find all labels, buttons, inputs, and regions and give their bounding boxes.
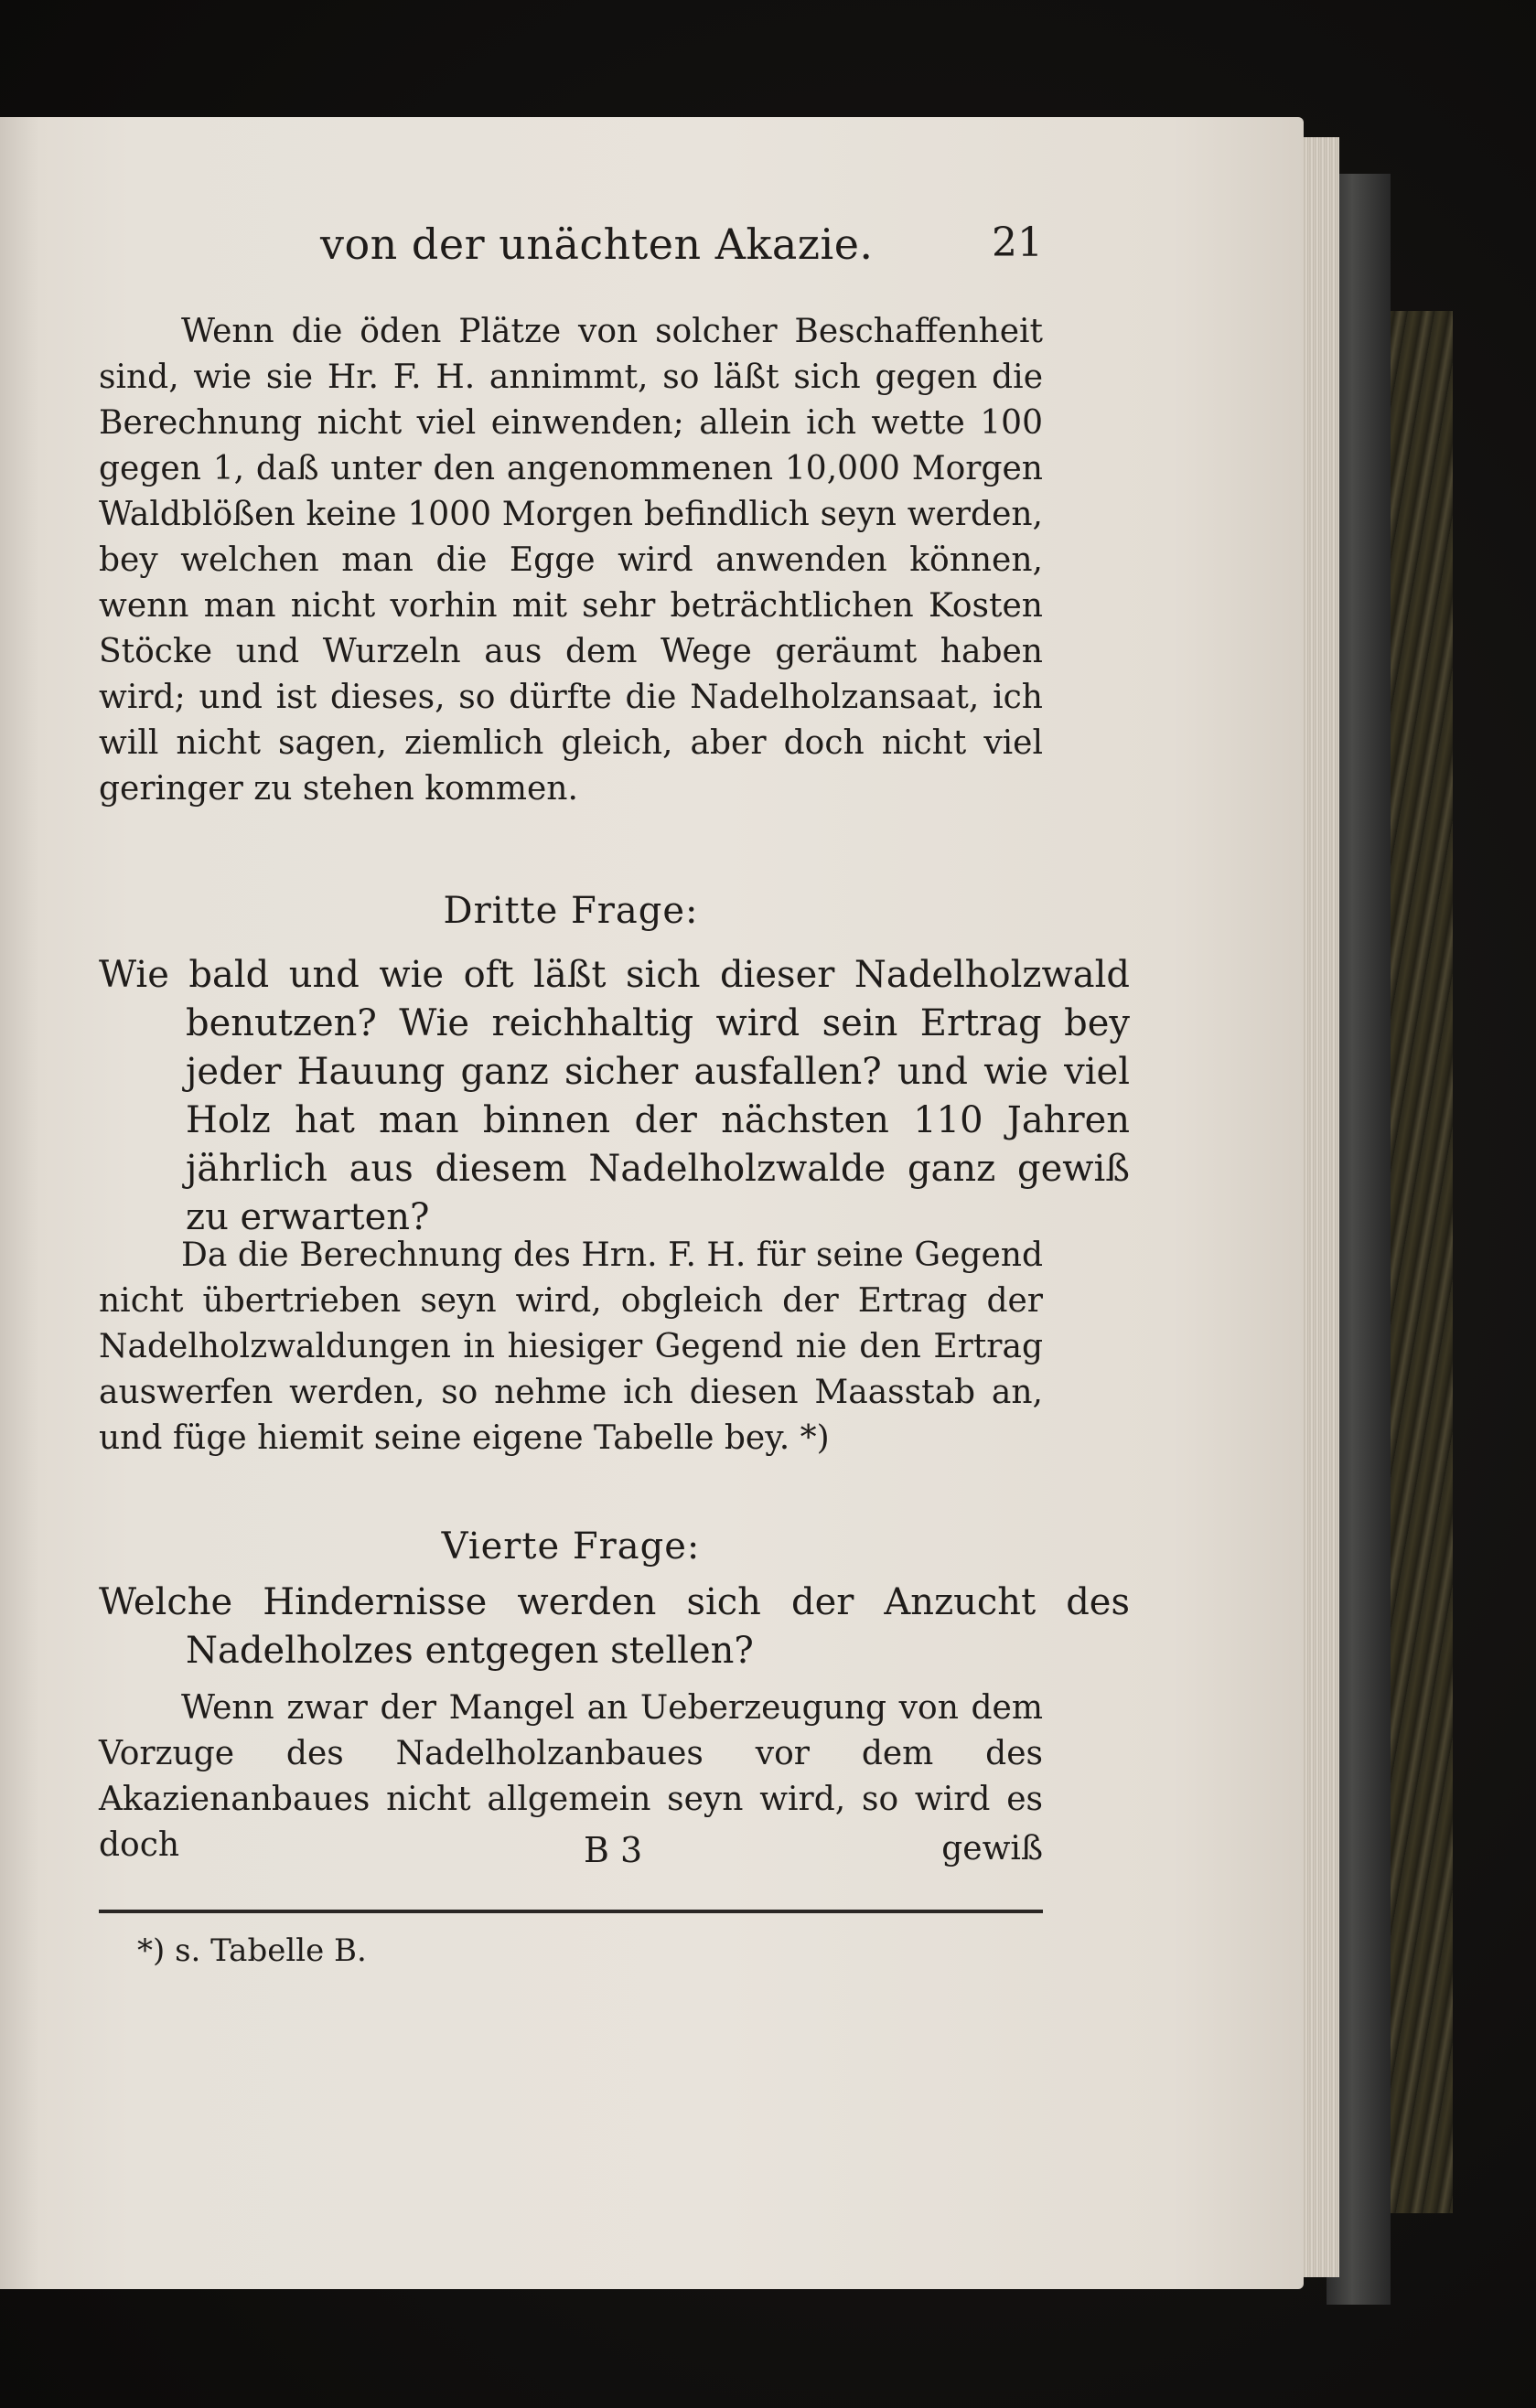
page-number: 21: [992, 219, 1043, 266]
heading-dritte-frage: Dritte Frage:: [443, 890, 699, 932]
catchline: [99, 1830, 1043, 1876]
answer-3: Da die Berechnung des Hrn. F. H. für seine Gegend nicht übertrieben seyn wird, obgleich der Ertrag der Nadelholzwaldungen in hiesiger Gegend nie den Ertrag auswerfen werden, so nehme ich diesen Maasstab an, und füge hiemit seine eigene Tabelle bey. *): [99, 1236, 1043, 1457]
question-3: Wie bald und wie oft läßt sich dieser Nadelholzwald benutzen? Wie reichhaltig wird sein Ertrag bey jeder Hauung ganz sicher ausfallen? und wie viel Holz hat man binnen der nächsten 110 Jahren jährlich aus diesem Nadelholzwalde ganz gewiß zu erwarten?: [99, 954, 1130, 1238]
catchword: gewiß: [941, 1830, 1043, 1868]
footnote: *) s. Tabelle B.: [137, 1932, 367, 1969]
heading-vierte-frage: Vierte Frage:: [441, 1525, 701, 1568]
page-content: [0, 117, 1304, 2289]
footnote-rule: [99, 1910, 1043, 1913]
paragraph-1: Wenn die öden Plätze von solcher Beschaffenheit sind, wie sie Hr. F. H. annimmt, so läßt sich gegen die Berechnung nicht viel einwenden; allein ich wette 100 gegen 1, daß unter den angenommenen 10,000 Morgen Waldblößen keine 1000 Morgen befindlich seyn werden, bey welchen man die Egge wird anwenden können, wenn man nicht vorhin mit sehr beträchtlichen Kosten Stöcke und Wurzeln aus dem Wege geräumt haben wird; und ist dieses, so dürfte die Nadelholzansaat, ich will nicht sagen, ziemlich gleich, aber doch nicht viel geringer zu stehen kommen.: [99, 313, 1043, 808]
question-4: Welche Hindernisse werden sich der Anzucht des Nadelholzes entgegen stellen?: [99, 1581, 1130, 1672]
book-page: [0, 117, 1304, 2289]
running-title: von der unächten Akazie.: [320, 219, 874, 269]
running-head: [101, 219, 1043, 284]
answer-4: Wenn zwar der Mangel an Ueberzeugung von dem Vorzuge des Nadelholzanbaues vor dem des Akazienanbaues nicht allgemein seyn wird, so wird es doch: [99, 1689, 1043, 1864]
signature-mark: B 3: [584, 1830, 643, 1870]
